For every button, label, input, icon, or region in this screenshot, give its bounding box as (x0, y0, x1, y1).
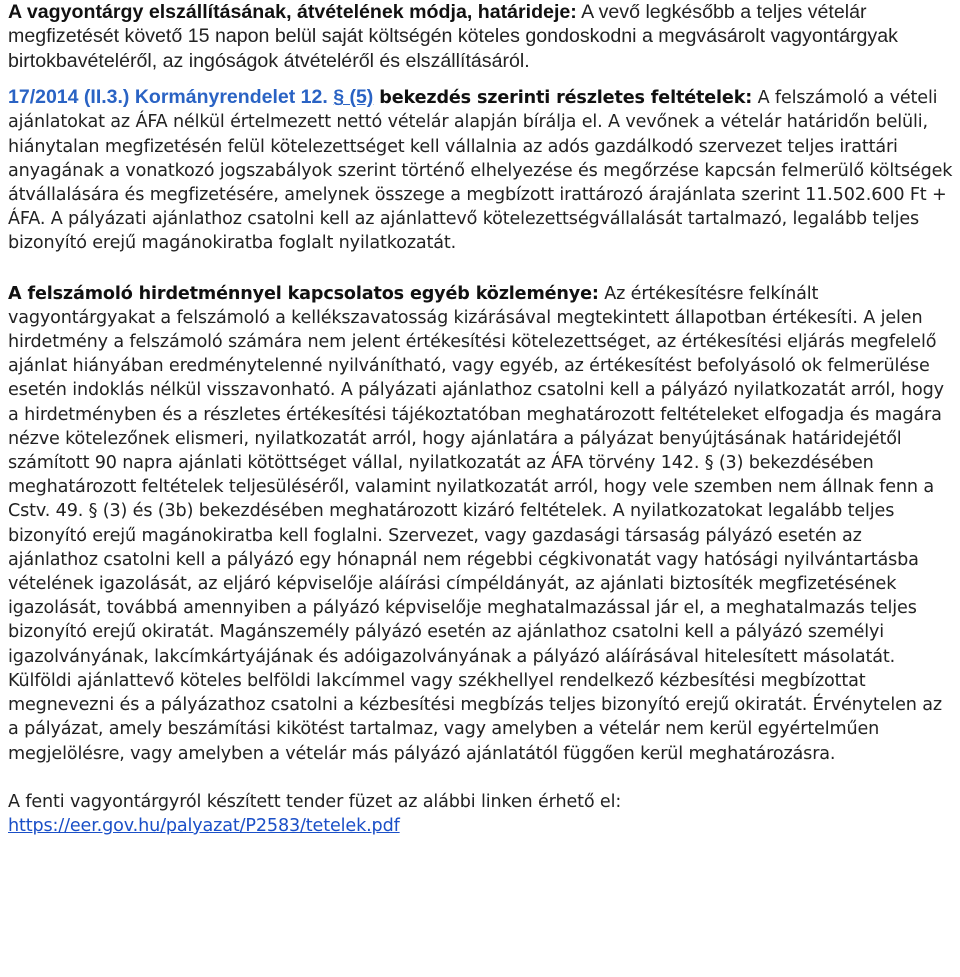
liquidator-notice-text: Az értékesítésre felkínált vagyontárgyakat a felszámoló a kellékszavatosság kizárásával megtekintett állapotban értékesíti. A jelen hirdetmény a felszámoló számára nem jelent értékesítési kötelezettséget, az értékesítési eljárás megfelelő ajánlat hiányában eredménytelenné nyilvánítható, vagy egyéb, az értékesítést befolyásoló ok felmerülése esetén indoklás nélkül visszavonható. A pályázati ajánlathoz csatolni kell a pályázó nyilatkozatát arról, hogy a hirdetményben és a részletes értékesítési tájékoztatóban meghatározott feltételeket elfogadja és magára nézve kötelezőnek elismeri, nyilatkozatát arról, hogy ajánlatára a pályázat benyújtásának határidejétől számított 90 napra ajánlati kötöttséget vállal, nyilatkozatát az ÁFA törvény 142. § (3) bekezdésében meghatározott feltételek teljesüléséről, valamint nyilatkozatát arról, hogy vele szemben nem állnak fenn a Cstv. 49. § (3) és (3b) bekezdésében meghatározott kizáró feltételek. A nyilatkozatokat legalább teljes bizonyító erejű magánokiratba kell foglalni. Szervezet, vagy gazdasági társaság pályázó esetén az ajánlathoz csatolni kell a pályázó egy hónapnál nem régebbi cégkivonatát vagy hatósági nyilvántartásba vételének igazolását, az eljáró képviselője aláírási címpéldányát, az ajánlati biztosíték megfizetésének igazolását, továbbá amennyiben a pályázó képviselője meghatalmazással jár el, a meghatalmazás teljes bizonyító erejű okiratát. Magánszemély pályázó esetén az ajánlathoz csatolni kell a pályázó személyi igazolványának, lakcímkártyájának és adóigazolványának a pályázó aláírásával hitelesített másolatát. Külföldi ajánlattevő köteles belföldi lakcímmel vagy székhellyel rendelkező kézbesítési megbízottat megnevezni és a pályázathoz csatolni a kézbesítési megbízás teljes bizonyító erejű okiratát. Érvénytelen az a pályázat, amely beszámítási kikötést tartalmaz, vagy amelyben a vételár nem kerül egyértelműen megjelölésre, vagy amelyben a vételár más pályázó ajánlatától függően kerül meghatározásra. (8, 283, 944, 764)
tender-booklet-paragraph (8, 790, 956, 838)
decree-section-link[interactable]: § (5) (333, 86, 374, 109)
detailed-conditions-text: A felszámoló a vételi ajánlatokat az ÁFA nélkül értelmezett nettó vételár alapján bírálja el. A vevőnek a vételár határidőn belüli, hiánytalan megfizetésén felül kötelezettséget kell vállalnia az adós gazdálkodó szervezet teljes irattári anyagának a vonatkozó jogszabályok szerint történő elhelyezése és megőrzése kapcsán felmerülő költségek átvállalására és megfizetésére, amelynek összege a megbízott irattározó árajánlata szerint 11.502.600 Ft + ÁFA. A pályázati ajánlathoz csatolni kell az ajánlattevő kötelezettségvállalását tartalmazó, legalább teljes bizonyító erejű magánokiratba foglalt nyilatkozatát. (8, 88, 953, 254)
tender-booklet-link[interactable]: https://eer.gov.hu/palyazat/P2583/tetelek.pdf (8, 815, 400, 836)
detailed-conditions-paragraph (8, 85, 956, 255)
liquidator-notice-label: A felszámoló hirdetménnyel kapcsolatos egyéb közleménye: (8, 283, 599, 304)
delivery-terms-paragraph (8, 0, 956, 73)
decree-reference-link[interactable]: 17/2014 (II.3.) Kormányrendelet 12. (8, 86, 328, 109)
delivery-terms-label: A vagyontárgy elszállításának, átvételének módja, határideje: (8, 1, 577, 23)
liquidator-notice-paragraph (8, 282, 956, 766)
delivery-terms-text: A vevő legkésőbb a teljes vételár megfizetését követő 15 napon belül saját költségén köteles gondoskodni a megvásárolt vagyontárgyak birtokbavételéről, az ingóságok átvételéről és elszállításáról. (8, 1, 898, 72)
tender-booklet-text: A fenti vagyontárgyról készített tender füzet az alábbi linken érhető el: (8, 791, 622, 812)
detailed-conditions-label: bekezdés szerinti részletes feltételek: (373, 88, 753, 109)
document-body (8, 0, 956, 838)
